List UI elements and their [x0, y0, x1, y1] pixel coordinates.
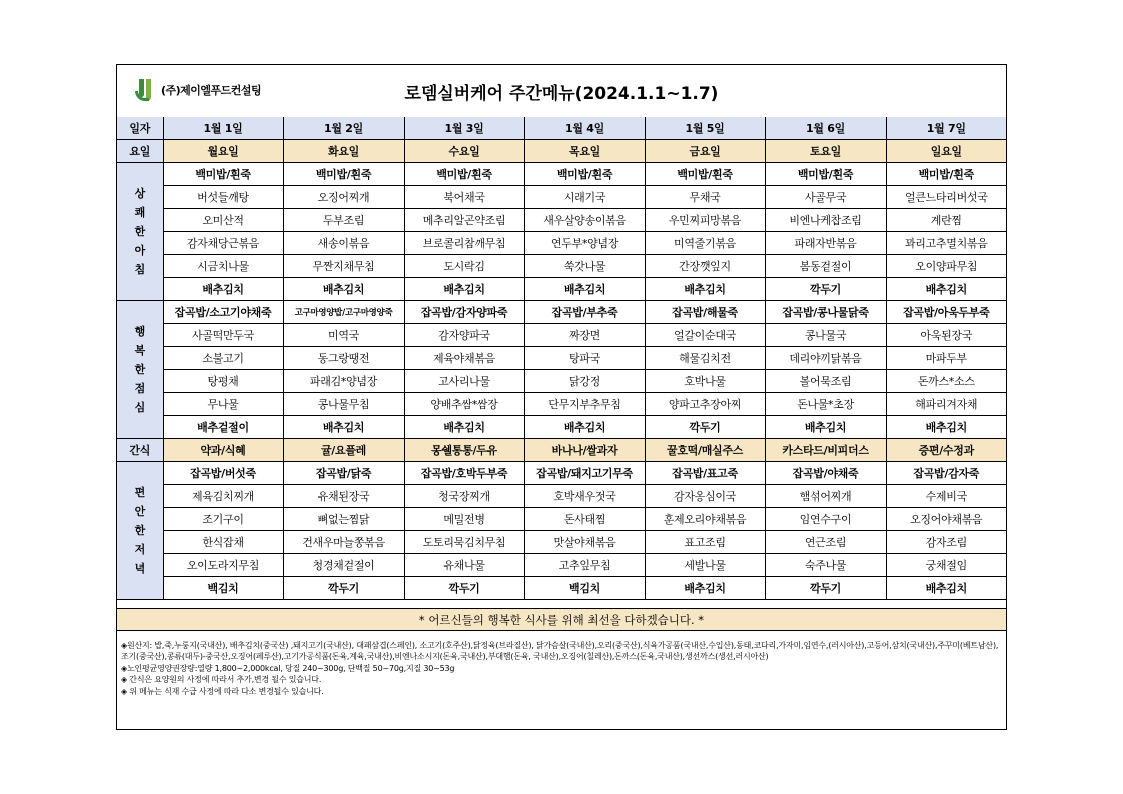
menu-item: 새우살양송이볶음 [524, 209, 645, 232]
menu-item: 호박나물 [645, 370, 765, 393]
breakfast-row [117, 232, 1006, 255]
menu-item: 데리야끼닭볶음 [765, 347, 886, 370]
menu-item: 제육야채볶음 [404, 347, 524, 370]
menu-item: 배추김치 [524, 278, 645, 301]
menu-item: 잡곡밥/부추죽 [524, 301, 645, 324]
menu-item: 청국장찌개 [404, 485, 524, 508]
menu-item: 배추김치 [283, 278, 404, 301]
menu-item: 미역줄기볶음 [645, 232, 765, 255]
snack-note: ◈ 간식은 요양원의 사정에 따라서 추가,변경 될수 있습니다. [121, 675, 322, 685]
menu-item: 아욱된장국 [886, 324, 1006, 347]
menu-item: 버섯들깨탕 [163, 186, 283, 209]
menu-item: 뼈없는찜닭 [283, 508, 404, 531]
menu-item: 짜장면 [524, 324, 645, 347]
dinner-row [117, 485, 1006, 508]
snack-item: 꿀호떡/매실주스 [645, 439, 765, 462]
menu-item: 고사리나물 [404, 370, 524, 393]
dinner-label: 편 안 한 저 녁 [117, 462, 163, 600]
dinner-row [117, 577, 1006, 600]
menu-item: 콩나물국 [765, 324, 886, 347]
menu-item: 파래김*양념장 [283, 370, 404, 393]
menu-sheet [116, 64, 1007, 730]
menu-item: 돈까스*소스 [886, 370, 1006, 393]
day-cell: 일요일 [886, 140, 1006, 163]
date-label: 일자 [117, 117, 163, 140]
menu-item: 고추잎무침 [524, 554, 645, 577]
menu-item: 훈제오리야채볶음 [645, 508, 765, 531]
menu-item: 배추김치 [163, 278, 283, 301]
menu-item: 호박새우젓국 [524, 485, 645, 508]
menu-item: 세발나물 [645, 554, 765, 577]
menu-item: 깍두기 [765, 278, 886, 301]
menu-item: 잡곡밥/소고기야채죽 [163, 301, 283, 324]
menu-item: 닭강정 [524, 370, 645, 393]
breakfast-row [117, 163, 1006, 186]
menu-item: 깍두기 [283, 577, 404, 600]
date-cell: 1월 4일 [524, 117, 645, 140]
menu-item: 무나물 [163, 393, 283, 416]
day-row [117, 140, 1006, 163]
menu-item: 봄동겉절이 [765, 255, 886, 278]
menu-item: 오징어찌개 [283, 186, 404, 209]
day-cell: 수요일 [404, 140, 524, 163]
menu-item: 파래자반볶음 [765, 232, 886, 255]
date-cell: 1월 6일 [765, 117, 886, 140]
menu-item: 햄섞어찌개 [765, 485, 886, 508]
menu-item: 오이도라지무침 [163, 554, 283, 577]
menu-item: 배추김치 [404, 416, 524, 439]
date-cell: 1월 2일 [283, 117, 404, 140]
menu-item: 고구마영양밥/고구마영양죽 [283, 301, 404, 324]
date-row [117, 117, 1006, 140]
menu-item: 백김치 [163, 577, 283, 600]
menu-item: 배추김치 [283, 416, 404, 439]
menu-item: 한식잡채 [163, 531, 283, 554]
lunch-row [117, 416, 1006, 439]
change-note: ◈ 위 메뉴는 식재 수급 사정에 따라 다소 변경될수 있습니다. [121, 686, 324, 696]
menu-item: 깍두기 [404, 577, 524, 600]
menu-item: 무짠지채무침 [283, 255, 404, 278]
menu-item: 배추겉절이 [163, 416, 283, 439]
dinner-row [117, 508, 1006, 531]
menu-item: 마파두부 [886, 347, 1006, 370]
breakfast-row [117, 255, 1006, 278]
origin-note: ◈원산지: 밥,죽,누룽지(국내산), 배추김치(중국산) ,돼지고기(국내산), 대패삼겹(스페인), 소고기(호주산),닭정육(브라질산), 닭가슴살(국내산),오리(중국산),식육가공품(국내산,수입산),동태,코다리,가자미,임연수,(러시아산),고등어,삼치(국내산),주꾸미(베트남산),조기(중국산),콩류(대두)-중국산,오징어(페루산),고기가공식품(돈육,계육,국내산),비엔나소시지(돈육,국내산),부대햄(돈육, 국내산),오징어(칠레산),돈까스(돈육,국내산),생선까스(생선,러시아산) [121, 641, 999, 662]
menu-item: 표고조림 [645, 531, 765, 554]
menu-item: 해물김치전 [645, 347, 765, 370]
menu-item: 잡곡밥/닭죽 [283, 462, 404, 485]
menu-item: 백김치 [524, 577, 645, 600]
breakfast-row [117, 209, 1006, 232]
menu-item: 감자조림 [886, 531, 1006, 554]
menu-item: 오이양파무침 [886, 255, 1006, 278]
dinner-row [117, 462, 1006, 485]
menu-item: 연두부*양념장 [524, 232, 645, 255]
menu-item: 두부조림 [283, 209, 404, 232]
menu-item: 수제비국 [886, 485, 1006, 508]
menu-item: 숙주나물 [765, 554, 886, 577]
menu-item: 메추리알곤약조림 [404, 209, 524, 232]
menu-item: 메밀전병 [404, 508, 524, 531]
day-cell: 월요일 [163, 140, 283, 163]
breakfast-row [117, 186, 1006, 209]
menu-item: 쑥갓나물 [524, 255, 645, 278]
menu-item: 단무지부추무침 [524, 393, 645, 416]
nutrition-note: ◈노인평균영양권장량:열량 1,800~2,000kcal, 당질 240~300g, 단백질 50~70g,지질 30~53g [121, 663, 455, 673]
breakfast-label: 상 쾌 한 아 침 [117, 163, 163, 301]
menu-item: 사골떡만두국 [163, 324, 283, 347]
menu-item: 조기구이 [163, 508, 283, 531]
menu-item: 비엔나케찹조림 [765, 209, 886, 232]
menu-item: 도토리묵김치무침 [404, 531, 524, 554]
weekly-menu-table [117, 117, 1006, 600]
menu-item: 임연수구이 [765, 508, 886, 531]
menu-item: 백미밥/흰죽 [163, 163, 283, 186]
date-cell: 1월 1일 [163, 117, 283, 140]
dinner-row [117, 554, 1006, 577]
menu-item: 유채된장국 [283, 485, 404, 508]
lunch-row [117, 347, 1006, 370]
lunch-label: 행 복 한 점 심 [117, 301, 163, 439]
snack-item: 카스타드/비피더스 [765, 439, 886, 462]
menu-item: 얼갈이순대국 [645, 324, 765, 347]
menu-item: 돈사태찜 [524, 508, 645, 531]
menu-item: 제육김치찌개 [163, 485, 283, 508]
menu-item: 유채나물 [404, 554, 524, 577]
lunch-row [117, 324, 1006, 347]
menu-item: 잡곡밥/감자죽 [886, 462, 1006, 485]
snack-item: 약과/식혜 [163, 439, 283, 462]
sheet-header [117, 65, 1006, 118]
menu-item: 시금치나물 [163, 255, 283, 278]
menu-item: 궁채절임 [886, 554, 1006, 577]
menu-item: 감자채당근볶음 [163, 232, 283, 255]
menu-item: 백미밥/흰죽 [524, 163, 645, 186]
snack-row [117, 439, 1006, 462]
snack-item: 귤/요플레 [283, 439, 404, 462]
menu-item: 배추김치 [765, 416, 886, 439]
menu-item: 잡곡밥/표고죽 [645, 462, 765, 485]
menu-item: 건새우마늘쫑볶음 [283, 531, 404, 554]
menu-item: 볼어묵조림 [765, 370, 886, 393]
day-cell: 목요일 [524, 140, 645, 163]
menu-item: 새송이볶음 [283, 232, 404, 255]
day-label: 요일 [117, 140, 163, 163]
menu-item: 백미밥/흰죽 [283, 163, 404, 186]
menu-item: 양파고추장아찌 [645, 393, 765, 416]
menu-item: 배추김치 [886, 416, 1006, 439]
company-name: (주)제이엘푸드컨설팅 [161, 84, 262, 97]
menu-item: 배추김치 [524, 416, 645, 439]
menu-item: 우민찌피망볶음 [645, 209, 765, 232]
menu-item: 탕평채 [163, 370, 283, 393]
menu-item: 도시락김 [404, 255, 524, 278]
date-cell: 1월 5일 [645, 117, 765, 140]
menu-item: 배추김치 [645, 278, 765, 301]
menu-item: 감자양파국 [404, 324, 524, 347]
menu-item: 잡곡밥/감자양파죽 [404, 301, 524, 324]
lunch-row [117, 301, 1006, 324]
menu-item: 북어채국 [404, 186, 524, 209]
menu-item: 깍두기 [645, 416, 765, 439]
lunch-row [117, 393, 1006, 416]
menu-item: 백미밥/흰죽 [404, 163, 524, 186]
menu-item: 배추김치 [404, 278, 524, 301]
menu-item: 계란찜 [886, 209, 1006, 232]
menu-item: 백미밥/흰죽 [765, 163, 886, 186]
menu-item: 배추김치 [645, 577, 765, 600]
menu-item: 오미산적 [163, 209, 283, 232]
menu-item: 백미밥/흰죽 [645, 163, 765, 186]
snack-item: 증편/수정과 [886, 439, 1006, 462]
menu-item: 얼큰느타리버섯국 [886, 186, 1006, 209]
lunch-row [117, 370, 1006, 393]
breakfast-row [117, 278, 1006, 301]
menu-item: 간장깻잎지 [645, 255, 765, 278]
menu-item: 잡곡밥/돼지고기무죽 [524, 462, 645, 485]
menu-item: 연근조림 [765, 531, 886, 554]
menu-item: 잡곡밥/콩나물닭죽 [765, 301, 886, 324]
date-cell: 1월 7일 [886, 117, 1006, 140]
snack-item: 몽쉘통통/두유 [404, 439, 524, 462]
menu-item: 백미밥/흰죽 [886, 163, 1006, 186]
menu-item: 양배추쌈*쌈장 [404, 393, 524, 416]
menu-item: 잡곡밥/호박두부죽 [404, 462, 524, 485]
menu-item: 감자옹심이국 [645, 485, 765, 508]
menu-item: 브로콜리참깨무침 [404, 232, 524, 255]
date-cell: 1월 3일 [404, 117, 524, 140]
menu-item: 잡곡밥/해물죽 [645, 301, 765, 324]
menu-item: 맛살야채볶음 [524, 531, 645, 554]
menu-item: 꽈리고추멸치볶음 [886, 232, 1006, 255]
page-title: 로뎀실버케어 주간메뉴(2024.1.1~1.7) [404, 84, 719, 104]
menu-item: 해파리겨자채 [886, 393, 1006, 416]
day-cell: 화요일 [283, 140, 404, 163]
menu-item: 잡곡밥/버섯죽 [163, 462, 283, 485]
menu-item: 사골무국 [765, 186, 886, 209]
menu-item: 잡곡밥/야채죽 [765, 462, 886, 485]
menu-item: 동그랑땡전 [283, 347, 404, 370]
menu-item: 소불고기 [163, 347, 283, 370]
dinner-row [117, 531, 1006, 554]
day-cell: 금요일 [645, 140, 765, 163]
menu-item: 돈나물*초장 [765, 393, 886, 416]
snack-label: 간식 [117, 439, 163, 462]
menu-item: 청경채겉절이 [283, 554, 404, 577]
menu-item: 미역국 [283, 324, 404, 347]
menu-item: 배추김치 [886, 278, 1006, 301]
menu-item: 콩나물무침 [283, 393, 404, 416]
menu-item: 배추김치 [886, 577, 1006, 600]
menu-item: 잡곡밥/아욱두부죽 [886, 301, 1006, 324]
notice-banner: * 어르신들의 행복한 식사를 위해 최선을 다하겠습니다. * [117, 608, 1006, 631]
menu-item: 무채국 [645, 186, 765, 209]
menu-item: 탕파국 [524, 347, 645, 370]
footnotes [121, 640, 1001, 697]
menu-item: 오징어야채볶음 [886, 508, 1006, 531]
menu-item: 깍두기 [765, 577, 886, 600]
day-cell: 토요일 [765, 140, 886, 163]
snack-item: 바나나/쌀과자 [524, 439, 645, 462]
menu-item: 시래기국 [524, 186, 645, 209]
